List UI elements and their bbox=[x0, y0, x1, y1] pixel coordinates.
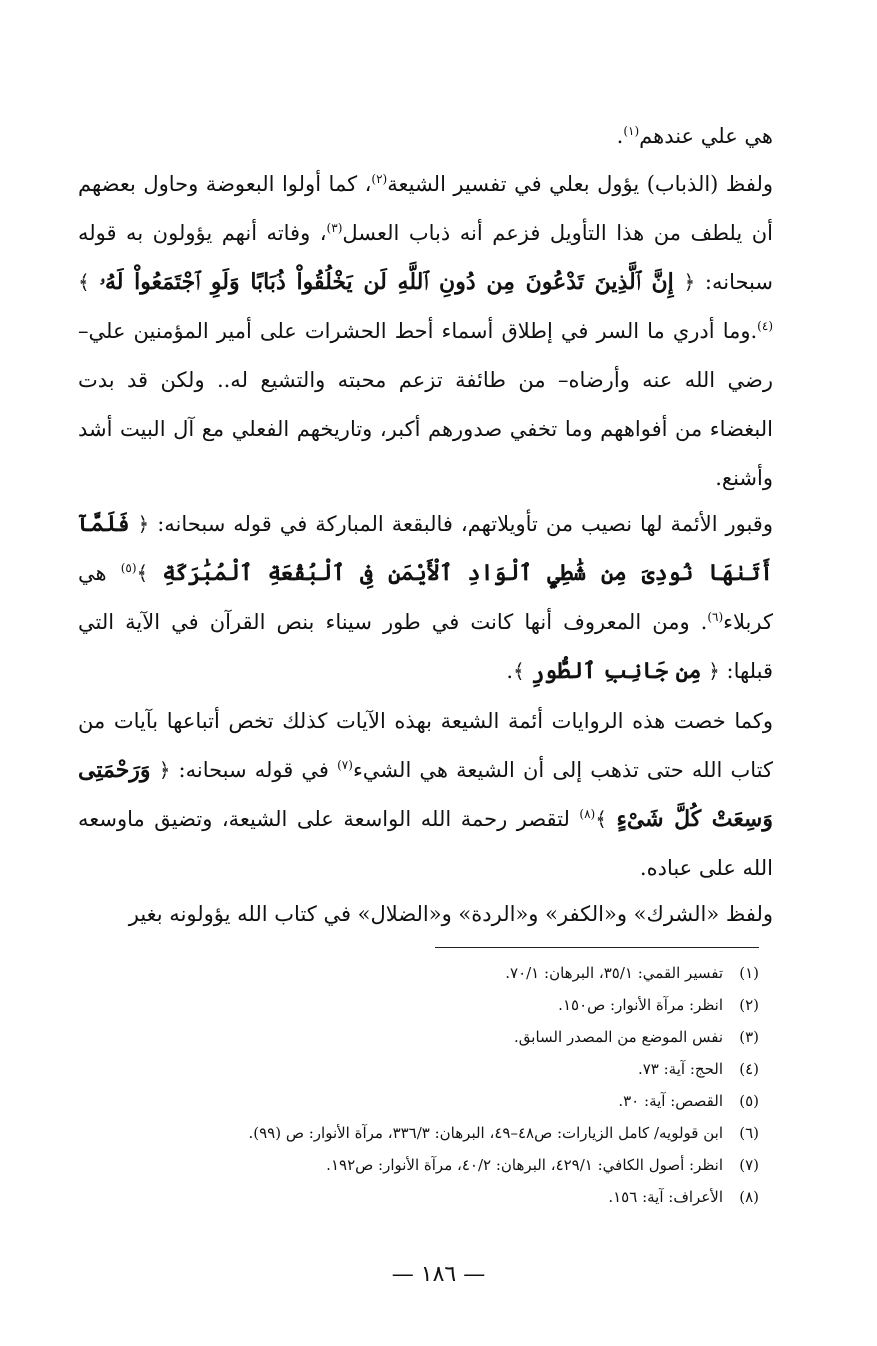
paragraph-5 bbox=[78, 890, 773, 939]
paragraph-1 bbox=[78, 112, 773, 161]
ornate-bracket-open: ﴿ bbox=[137, 512, 150, 536]
footnote-text: نفس الموضع من المصدر السابق. bbox=[514, 1028, 723, 1046]
ornate-bracket-close: ﴾ bbox=[595, 807, 607, 831]
footnote-ref-1[interactable]: (١) bbox=[623, 124, 640, 138]
footnote-text: ابن قولويه/ كامل الزيارات: ص٤٨–٤٩، البرهان: ٣٣٦/٣، مرآة الأنوار: ص (٩٩). bbox=[248, 1124, 723, 1142]
footnote-number: (١) bbox=[739, 964, 759, 982]
quran-verse: وَرَحْمَتِى وَسِعَتْ كُلَّ شَىْءٍ bbox=[78, 757, 773, 832]
footnote-item bbox=[40, 1021, 759, 1053]
text-run: .وما أدري ما السر في إطلاق أسماء أحط الحشرات على أمير المؤمنين علي– رضي الله عنه وأرضاه– من طائفة تزعم محبته والتشيع له.. ولكن قد بدت البغضاء من أفواههم وما تخفي صدورهم أكبر، وتاريخهم الفعلي مع آل البيت أشد وأشنع. bbox=[78, 319, 773, 490]
ornate-bracket-close: ﴾ bbox=[136, 561, 149, 585]
ornate-bracket-close: ﴾ bbox=[513, 659, 525, 683]
quran-verse: إِنَّ ٱلَّذِينَ تَدْعُونَ مِن دُونِ ٱللَّهِ لَن يَخْلُقُواْ ذُبَابًا وَلَوِ ٱجْتَمَعُواْ لَهُۥ bbox=[99, 269, 674, 295]
ornate-bracket-open: ﴿ bbox=[708, 659, 720, 683]
footnote-ref-8[interactable]: (٨) bbox=[579, 807, 596, 821]
footnote-text: انظر: مرآة الأنوار: ص١٥٠. bbox=[558, 996, 723, 1014]
text-run: . bbox=[616, 124, 624, 148]
footnote-item bbox=[40, 989, 759, 1021]
footnote-text: تفسير القمي: ٣٥/١، البرهان: ٧٠/١. bbox=[505, 964, 723, 982]
text-run: في قوله سبحانه: bbox=[178, 758, 338, 782]
footnote-number: (٦) bbox=[739, 1124, 759, 1142]
ornate-bracket-open: ﴿ bbox=[158, 758, 171, 782]
footnote-text: الأعراف: آية: ١٥٦. bbox=[608, 1188, 723, 1206]
footnote-item bbox=[40, 1085, 759, 1117]
footnote-number: (٢) bbox=[739, 996, 759, 1014]
footnote-separator bbox=[435, 947, 759, 948]
footnote-item bbox=[40, 1181, 759, 1213]
footnote-ref-7[interactable]: (٧) bbox=[337, 758, 353, 772]
footnote-number: (٣) bbox=[739, 1028, 759, 1046]
ornate-bracket-open: ﴿ bbox=[683, 270, 696, 294]
page-number: — ١٨٦ — bbox=[391, 1262, 486, 1287]
text-run: وقبور الأئمة لها نصيب من تأويلاتهم، فالبقعة المباركة في قوله سبحانه: bbox=[157, 512, 773, 536]
footnote-number: (٧) bbox=[739, 1156, 759, 1174]
text-run: هي كربلاء bbox=[78, 561, 773, 634]
footnote-item bbox=[40, 957, 759, 989]
text-run: هي علي عندهم bbox=[639, 124, 773, 148]
footnote-item bbox=[40, 1117, 759, 1149]
footnote-ref-5[interactable]: (٥) bbox=[120, 561, 137, 575]
paragraph-2 bbox=[78, 160, 773, 503]
text-run: ، كما أولوا البعوضة وحاول بعضهم أن يلطف من هذا التأويل فزعم أنه ذباب العسل bbox=[78, 172, 773, 245]
footnote-text: انظر: أصول الكافي: ٤٢٩/١، البرهان: ٤٠/٢، مرآة الأنوار: ص١٩٢. bbox=[326, 1156, 723, 1174]
text-run: ولفظ (الذباب) يؤول بعلي في تفسير الشيعة bbox=[387, 172, 773, 196]
ornate-bracket-close: ﴾ bbox=[78, 270, 90, 294]
footnote-number: (٨) bbox=[739, 1188, 759, 1206]
quran-verse: مِن جَانِبِ ٱلطُّورِ bbox=[531, 658, 702, 684]
footnote-ref-6[interactable]: (٦) bbox=[707, 610, 724, 624]
footnote-ref-3[interactable]: (٣) bbox=[326, 221, 343, 235]
footnotes-list bbox=[40, 957, 759, 1213]
footnote-text: القصص: آية: ٣٠. bbox=[618, 1092, 723, 1110]
footnote-item bbox=[40, 1149, 759, 1181]
footnote-number: (٤) bbox=[739, 1060, 759, 1078]
footnote-item bbox=[40, 1053, 759, 1085]
footnote-text: الحج: آية: ٧٣. bbox=[637, 1060, 723, 1078]
text-run: . ومن المعروف أنها كانت في طور سيناء بنص القرآن في الآية التي قبلها: bbox=[78, 610, 773, 683]
footnote-ref-4[interactable]: (٤) bbox=[757, 319, 773, 333]
text-run: ولفظ «الشرك» و«الكفر» و«الردة» و«الضلال» في كتاب الله يؤولونه بغير bbox=[128, 902, 773, 926]
footnote-ref-2[interactable]: (٢) bbox=[371, 172, 388, 186]
text-run: وكما خصت هذه الروايات أئمة الشيعة بهذه الآيات كذلك تخص أتباعها بآيات من كتاب الله حتى تذهب إلى أن الشيعة هي الشيء bbox=[78, 709, 773, 782]
text-run: لتقصر رحمة الله الواسعة على الشيعة، وتضيق ماوسعه الله على عباده. bbox=[78, 807, 773, 880]
text-run: . bbox=[506, 659, 513, 683]
paragraph-3 bbox=[78, 500, 773, 696]
text-run: ، وفاته أنهم يؤولون به قوله سبحانه: bbox=[78, 221, 773, 294]
footnote-number: (٥) bbox=[739, 1092, 759, 1110]
quran-verse: فَلَمَّآ أَتَىٰهَا نُودِىَ مِن شَٰطِيِٕ ٱلْوَادِ ٱلْأَيْمَنِ فِى ٱلْبُقْعَةِ ٱلْمُبَٰرَكَةِ bbox=[78, 511, 773, 586]
paragraph-4 bbox=[78, 697, 773, 893]
